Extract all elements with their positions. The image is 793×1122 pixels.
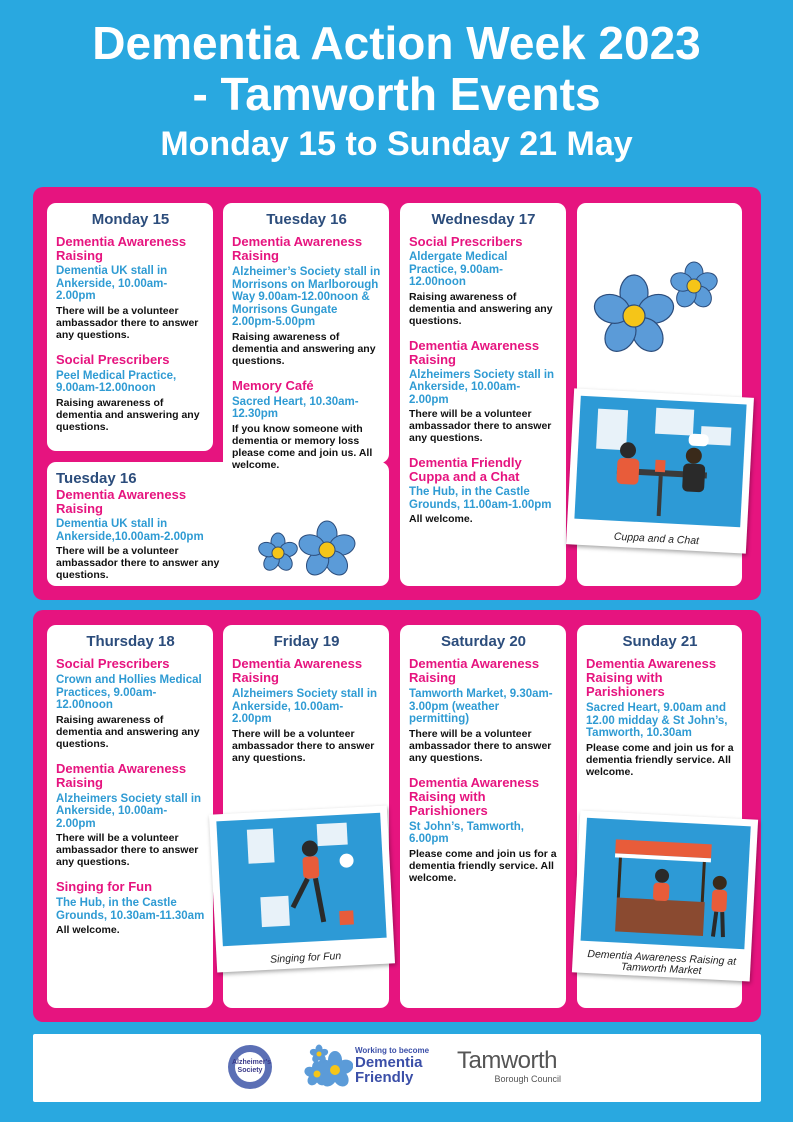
footer-logos [33, 1034, 761, 1102]
event-description: All welcome. [56, 924, 120, 936]
event-description: There will be a volunteer ambassador there to answer any questions. [232, 727, 375, 764]
poster-title-line2: - Tamworth Events [192, 68, 601, 120]
forget-me-not-flowers-icon [592, 256, 732, 366]
event-description: If you know someone with dementia or memory loss please come and join us. All welcome. [232, 422, 373, 471]
event-location: Sacred Heart, 10.30am-12.30pm [232, 395, 359, 420]
event-description: There will be a volunteer ambassador there to answer any questions. [409, 727, 552, 764]
day-heading: Monday 15 [91, 211, 170, 228]
card-wednesday [400, 203, 566, 586]
event-location: Dementia UK stall in Ankerside, 10.00am-2.00pm [56, 265, 168, 302]
singing-photo [209, 805, 395, 972]
card-monday [47, 203, 213, 451]
event-description: Raising awareness of dementia and answering any questions. [232, 330, 376, 367]
day-heading: Wednesday 17 [431, 211, 536, 228]
cuppa-photo [566, 388, 754, 553]
dementia-friendly-word2: Friendly [355, 1069, 414, 1086]
event-title: Dementia Awareness Raising [56, 760, 187, 790]
photo-caption: Dementia Awareness Raising at Tamworth Market [587, 948, 737, 978]
event-description: Raising awareness of dementia and answering any questions. [409, 290, 553, 327]
alzheimers-society-label: Alzheimer's Society [232, 1059, 272, 1074]
event-title: Social Prescribers [56, 656, 170, 671]
dementia-friendly-logo-text [355, 1046, 429, 1085]
event-title: Dementia Awareness Raising [56, 234, 187, 263]
day-heading: Sunday 21 [622, 633, 698, 650]
event-location: Sacred Heart, 9.00am and 12.00 midday & St John’s, Tamworth, 10.30am [586, 702, 728, 739]
event-description: All welcome. [409, 513, 473, 525]
tamworth-council-subtitle: Borough Council [494, 1074, 561, 1084]
photo-caption: Singing for Fun [269, 950, 342, 966]
tamworth-council-logo [457, 1048, 567, 1084]
day-heading: Tuesday 16 [56, 470, 137, 487]
card-tuesday [223, 203, 389, 471]
event-location: The Hub, in the Castle Grounds, 11.00am-1.00pm [409, 486, 552, 511]
event-description: There will be a volunteer ambassador there to answer any questions. [56, 832, 199, 868]
event-title: Dementia Awareness Raising with Parishioners [409, 774, 540, 818]
event-location: Crown and Hollies Medical Practices, 9.00am-12.00noon [56, 674, 202, 711]
event-title: Singing for Fun [56, 879, 153, 894]
day-heading: Friday 19 [273, 633, 340, 650]
day-heading: Thursday 18 [86, 633, 175, 650]
event-title: Dementia Awareness Raising [56, 487, 187, 516]
poster-title-line1: Dementia Action Week 2023 [92, 17, 701, 69]
dementia-friendly-word1: Dementia [355, 1054, 423, 1071]
card-saturday [400, 625, 566, 1008]
event-location: Alzheimers Society stall in Ankerside, 10.00am-2.00pm [232, 688, 378, 725]
cafe-illustration-image [574, 396, 746, 528]
event-title: Dementia Awareness Raising [232, 656, 363, 685]
event-title: Memory Café [232, 377, 314, 393]
alzheimers-society-logo [225, 1042, 275, 1092]
event-location: Peel Medical Practice, 9.00am-12.00noon [56, 369, 177, 394]
event-title: Social Prescribers [56, 351, 170, 367]
event-title: Dementia Awareness Raising with Parishioners [586, 656, 717, 699]
event-location: St John’s, Tamworth, 6.00pm [409, 820, 525, 845]
event-description: Please come and join us for a dementia friendly service. All welcome. [409, 847, 557, 884]
event-description: There will be a volunteer ambassador there to answer any questions. [56, 304, 199, 341]
photo-caption: Cuppa and a Chat [613, 530, 700, 548]
dementia-friendly-tagline: Working to become [355, 1046, 430, 1055]
event-location: Alzheimers Society stall in Ankerside, 10.00am-2.00pm [409, 368, 555, 406]
market-photo [572, 810, 758, 981]
event-description: There will be a volunteer ambassador there to answer any questions. [56, 545, 220, 581]
market-stall-illustration-image [581, 818, 751, 949]
event-title: Social Prescribers [409, 234, 523, 249]
event-title: Dementia Awareness Raising [409, 656, 540, 685]
event-location: Aldergate Medical Practice, 9.00am-12.00noon [409, 251, 508, 288]
event-location: Tamworth Market, 9.30am-3.00pm (weather permitting) [409, 688, 553, 725]
event-title: Dementia Awareness Raising [409, 337, 540, 367]
card-thursday [47, 625, 213, 1008]
day-heading: Tuesday 16 [266, 211, 347, 228]
singing-illustration-image [216, 813, 386, 946]
dementia-friendly-flower-icon [301, 1042, 353, 1094]
event-title: Dementia Awareness Raising [232, 234, 363, 263]
day-heading: Saturday 20 [440, 633, 527, 650]
event-description: Raising awareness of dementia and answering any questions. [56, 713, 200, 750]
poster-date-range: Monday 15 to Sunday 21 May [160, 125, 633, 163]
event-description: Raising awareness of dementia and answering any questions. [56, 396, 200, 433]
tamworth-council-name: Tamworth [457, 1047, 558, 1074]
event-description: There will be a volunteer ambassador there to answer any questions. [409, 408, 552, 444]
event-location: Alzheimer’s Society stall in Morrisons on Marlborough Way 9.00am-12.00noon & Morrisons Gungate 2.00pm-5.00pm [232, 266, 381, 328]
event-location: Dementia UK stall in Ankerside,10.00am-2.00pm [56, 518, 204, 543]
forget-me-not-flowers-icon [255, 518, 365, 584]
event-location: Alzheimers Society stall in Ankerside, 10.00am-2.00pm [56, 792, 202, 830]
poster-header [0, 18, 793, 166]
event-location: The Hub, in the Castle Grounds, 10.30am-11.30am [56, 897, 205, 922]
event-title: Dementia Friendly Cuppa and a Chat [409, 455, 522, 484]
event-description: Please come and join us for a dementia friendly service. All welcome. [586, 741, 734, 778]
